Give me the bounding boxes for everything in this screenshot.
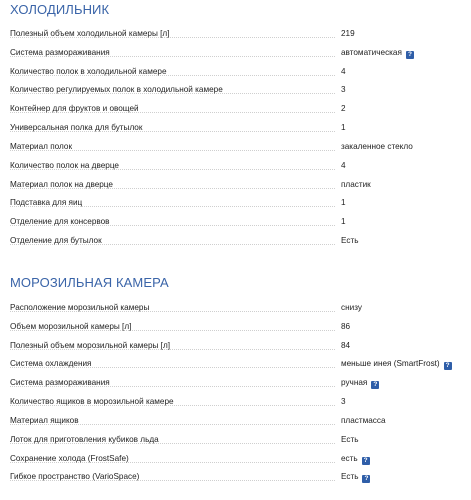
spec-value bbox=[341, 176, 371, 195]
spec-value-text: пластмасса bbox=[341, 415, 386, 425]
spec-value bbox=[341, 355, 452, 374]
spec-row bbox=[0, 374, 471, 393]
spec-label: Расположение морозильной камеры bbox=[10, 303, 150, 312]
spec-value-text: 4 bbox=[341, 160, 346, 170]
spec-value-text: ручная bbox=[341, 378, 368, 388]
spec-row bbox=[0, 355, 471, 374]
spec-value bbox=[341, 119, 346, 138]
spec-row bbox=[0, 450, 471, 469]
spec-row bbox=[0, 63, 471, 82]
help-icon[interactable]: ? bbox=[444, 362, 452, 370]
help-icon[interactable]: ? bbox=[362, 475, 370, 483]
spec-value bbox=[341, 232, 358, 251]
spec-row bbox=[0, 119, 471, 138]
spec-value bbox=[341, 157, 346, 176]
spec-value-text: 1 bbox=[341, 123, 346, 133]
spec-label: Система размораживания bbox=[10, 378, 110, 388]
fridge-section-title: ХОЛОДИЛЬНИК bbox=[10, 2, 110, 17]
spec-label: Материал полок на дверце bbox=[10, 179, 113, 189]
spec-row bbox=[0, 81, 471, 100]
spec-row bbox=[0, 100, 471, 119]
help-icon[interactable]: ? bbox=[362, 457, 370, 465]
spec-value bbox=[341, 374, 379, 393]
spec-row bbox=[0, 431, 471, 450]
spec-value bbox=[341, 468, 370, 487]
spec-value bbox=[341, 63, 346, 82]
spec-label: Подставка для яиц bbox=[10, 198, 83, 208]
spec-value bbox=[341, 100, 346, 119]
spec-value bbox=[341, 299, 362, 318]
spec-label: Универсальная полка для бутылок bbox=[10, 123, 143, 133]
spec-row bbox=[0, 318, 471, 337]
spec-value-text: 3 bbox=[341, 85, 346, 95]
spec-row bbox=[0, 44, 471, 63]
spec-row bbox=[0, 337, 471, 356]
spec-label: Количество полок в холодильной камере bbox=[10, 66, 167, 76]
spec-label: Лоток для приготовления кубиков льда bbox=[10, 434, 159, 444]
spec-label: Система охлаждения bbox=[10, 359, 92, 369]
spec-label: Материал ящиков bbox=[10, 415, 79, 425]
spec-label: Количество ящиков в морозильной камере bbox=[10, 397, 174, 407]
freezer-section-title: МОРОЗИЛЬНАЯ КАМЕРА bbox=[10, 275, 169, 290]
spec-value bbox=[341, 81, 346, 100]
spec-value-text: 1 bbox=[341, 217, 346, 227]
spec-row bbox=[0, 25, 471, 44]
spec-value-text: 219 bbox=[341, 29, 355, 38]
spec-value bbox=[341, 25, 355, 44]
spec-value-text: 4 bbox=[341, 66, 346, 76]
spec-value-text: Есть bbox=[341, 472, 359, 482]
spec-value-text: Есть bbox=[341, 434, 359, 444]
spec-row bbox=[0, 393, 471, 412]
spec-value bbox=[341, 318, 350, 337]
spec-label: Количество регулируемых полок в холодильной камере bbox=[10, 85, 223, 95]
spec-value-text: 1 bbox=[341, 198, 346, 208]
spec-value-text: 2 bbox=[341, 104, 346, 114]
spec-row bbox=[0, 213, 471, 232]
help-icon[interactable]: ? bbox=[371, 381, 379, 389]
spec-label: Система размораживания bbox=[10, 47, 110, 57]
spec-value-text: закаленное стекло bbox=[341, 141, 413, 151]
spec-value-text: 84 bbox=[341, 340, 351, 350]
spec-value-text: пластик bbox=[341, 179, 371, 189]
spec-label: Сохранение холода (FrostSafe) bbox=[10, 453, 129, 463]
spec-value bbox=[341, 450, 370, 469]
spec-value-text: 3 bbox=[341, 397, 346, 407]
spec-row bbox=[0, 232, 471, 251]
spec-label: Полезный объем морозильной камеры [л] bbox=[10, 340, 170, 350]
help-icon[interactable]: ? bbox=[406, 51, 414, 59]
spec-label: Объем морозильной камеры [л] bbox=[10, 321, 132, 331]
spec-value bbox=[341, 194, 346, 213]
spec-value bbox=[341, 393, 346, 412]
spec-value bbox=[341, 337, 350, 356]
spec-value-text: снизу bbox=[341, 303, 362, 312]
spec-value bbox=[341, 44, 414, 63]
spec-value-text: автоматическая bbox=[341, 47, 402, 57]
spec-value bbox=[341, 213, 346, 232]
spec-label: Гибкое пространство (VarioSpace) bbox=[10, 472, 140, 482]
spec-row bbox=[0, 299, 471, 318]
spec-row bbox=[0, 157, 471, 176]
spec-label: Количество полок на дверце bbox=[10, 160, 119, 170]
spec-value bbox=[341, 138, 413, 157]
spec-value-text: 86 bbox=[341, 321, 351, 331]
spec-value bbox=[341, 412, 386, 431]
spec-value-text: меньше инея (SmartFrost) bbox=[341, 359, 440, 369]
spec-row bbox=[0, 412, 471, 431]
spec-value-text: есть bbox=[341, 453, 358, 463]
spec-value bbox=[341, 431, 358, 450]
spec-row bbox=[0, 468, 471, 487]
fridge-spec-list bbox=[0, 25, 471, 251]
spec-label: Материал полок bbox=[10, 141, 73, 151]
spec-label: Отделение для консервов bbox=[10, 217, 110, 227]
spec-row bbox=[0, 194, 471, 213]
spec-value-text: Есть bbox=[341, 235, 359, 245]
spec-label: Отделение для бутылок bbox=[10, 235, 102, 245]
freezer-spec-list bbox=[0, 299, 471, 487]
spec-row bbox=[0, 176, 471, 195]
spec-row bbox=[0, 138, 471, 157]
spec-label: Полезный объем холодильной камеры [л] bbox=[10, 29, 170, 38]
spec-label: Контейнер для фруктов и овощей bbox=[10, 104, 139, 114]
